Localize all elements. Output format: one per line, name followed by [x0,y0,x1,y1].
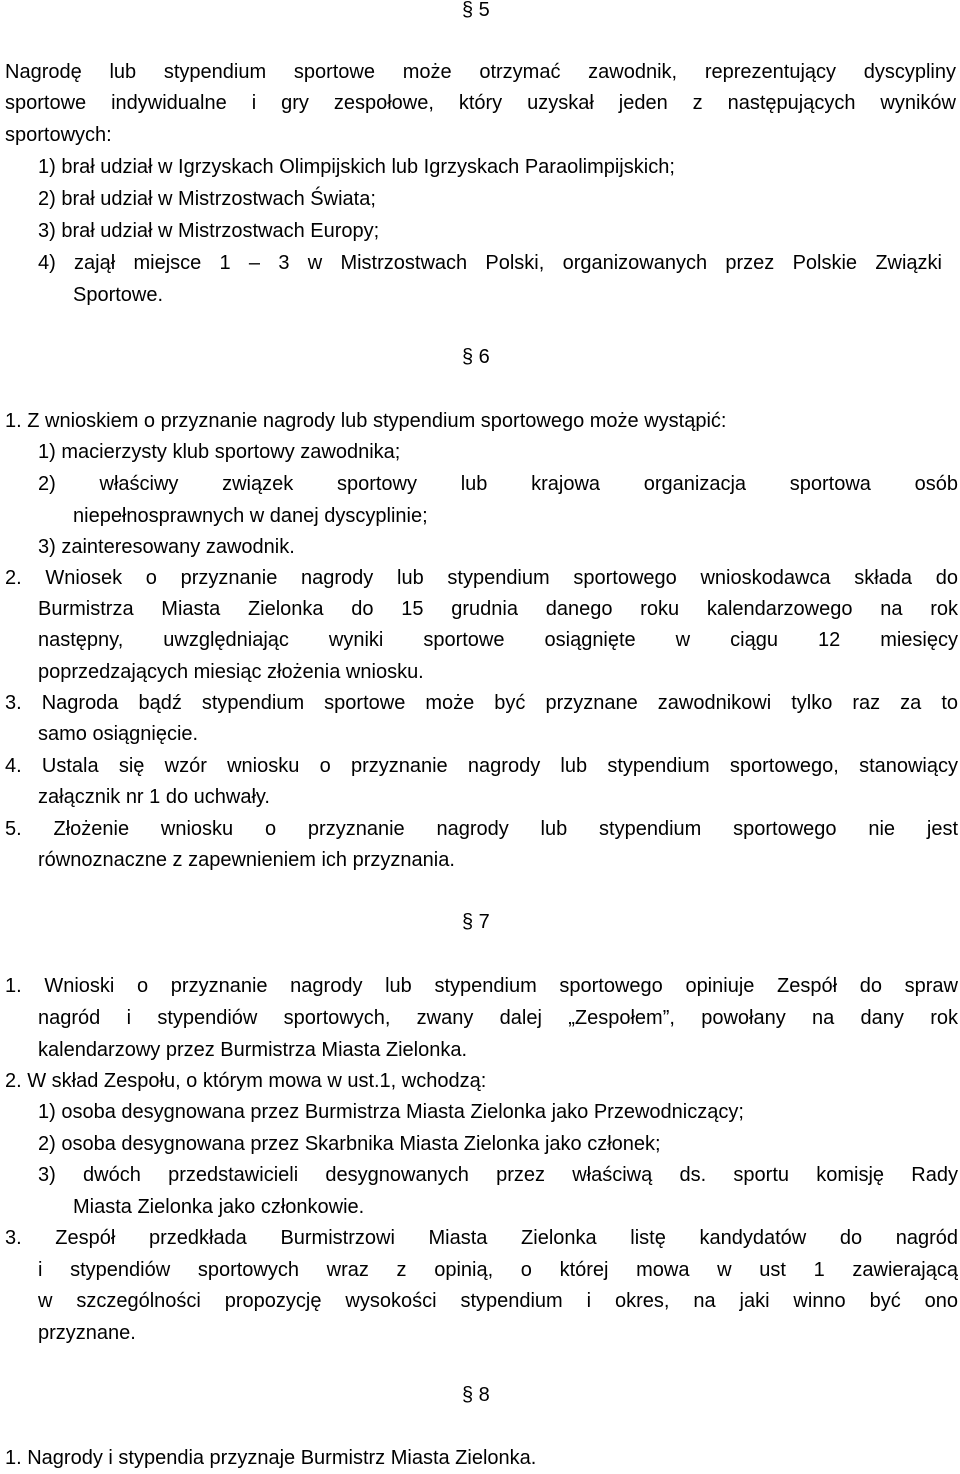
s6-p1: 1. Z wnioskiem o przyznanie nagrody lub stypendium sportowego może wystąpić: [5,410,727,432]
s7-p2-item-2: 2) osoba desygnowana przez Skarbnika Miasta Zielonka jako członek; [38,1133,661,1155]
s6-p1-item-1: 1) macierzysty klub sportowy zawodnika; [38,441,401,463]
s7-p2: 2. W skład Zespołu, o którym mowa w ust.1, wchodzą: [5,1070,487,1092]
s6-p2-line-1: 2. Wniosek o przyznanie nagrody lub stypendium sportowego wnioskodawca składa do [5,567,958,589]
s6-p1-item-3: 3) zainteresowany zawodnik. [38,536,295,558]
s5-item-1: 1) brał udział w Igrzyskach Olimpijskich lub Igrzyskach Paraolimpijskich; [38,156,675,178]
s6-p2-line-3: następny, uwzględniając wyniki sportowe osiągnięte w ciągu 12 miesięcy [38,629,958,651]
s5-intro-line-2: sportowe indywidualne i gry zespołowe, który uzyskał jeden z następujących wyników [5,92,956,114]
s6-p4-line-2: załącznik nr 1 do uchwały. [38,786,270,808]
s8-p1: 1. Nagrody i stypendia przyznaje Burmistrz Miasta Zielonka. [5,1447,537,1469]
s6-p5-line-2: równoznaczne z zapewnieniem ich przyznania. [38,849,455,871]
s7-p1-line-3: kalendarzowy przez Burmistrza Miasta Zielonka. [38,1039,468,1061]
s5-item-4-cont: Sportowe. [73,284,164,306]
section-7-heading: § 7 [462,911,490,933]
s5-item-2: 2) brał udział w Mistrzostwach Świata; [38,188,376,210]
s7-p1-line-1: 1. Wnioski o przyznanie nagrody lub stypendium sportowego opiniuje Zespół do spraw [5,975,958,997]
s7-p3-line-1: 3. Zespół przedkłada Burmistrzowi Miasta Zielonka listę kandydatów do nagród [5,1227,958,1249]
section-5-heading: § 5 [462,0,490,21]
s7-p1-line-2: nagród i stypendiów sportowych, zwany dalej „Zespołem”, powołany na dany rok [38,1007,958,1029]
s6-p4-line-1: 4. Ustala się wzór wniosku o przyznanie nagrody lub stypendium sportowego, stanowiący [5,755,958,777]
s7-p3-line-2: i stypendiów sportowych wraz z opinią, o której mowa w ust 1 zawierającą [38,1259,958,1281]
s6-p2-line-2: Burmistrza Miasta Zielonka do 15 grudnia danego roku kalendarzowego na rok [38,598,958,620]
s5-item-4: 4) zajął miejsce 1 – 3 w Mistrzostwach Polski, organizowanych przez Polskie Związki [38,252,942,274]
s7-p2-item-3-cont: Miasta Zielonka jako członkowie. [73,1196,365,1218]
s6-p1-item-2-cont: niepełnosprawnych w danej dyscyplinie; [73,505,428,527]
s6-p5-line-1: 5. Złożenie wniosku o przyznanie nagrody lub stypendium sportowego nie jest [5,818,958,840]
s6-p1-item-2: 2) właściwy związek sportowy lub krajowa organizacja sportowa osób [38,473,958,495]
s5-item-3: 3) brał udział w Mistrzostwach Europy; [38,220,380,242]
s6-p3-line-2: samo osiągnięcie. [38,723,199,745]
s7-p3-line-4: przyznane. [38,1322,136,1344]
s6-p2-line-4: poprzedzających miesiąc złożenia wniosku. [38,661,424,683]
s7-p2-item-1: 1) osoba desygnowana przez Burmistrza Miasta Zielonka jako Przewodniczący; [38,1101,744,1123]
s5-intro-line-3: sportowych: [5,124,112,146]
s6-p3-line-1: 3. Nagroda bądź stypendium sportowe może być przyznane zawodnikowi tylko raz za to [5,692,958,714]
section-6-heading: § 6 [462,346,490,368]
s7-p3-line-3: w szczególności propozycję wysokości stypendium i okres, na jaki winno być ono [38,1290,958,1312]
s7-p2-item-3: 3) dwóch przedstawicieli desygnowanych przez właściwą ds. sportu komisję Rady [38,1164,958,1186]
section-8-heading: § 8 [462,1384,490,1406]
s5-intro-line-1: Nagrodę lub stypendium sportowe może otrzymać zawodnik, reprezentujący dyscypliny [5,61,956,83]
